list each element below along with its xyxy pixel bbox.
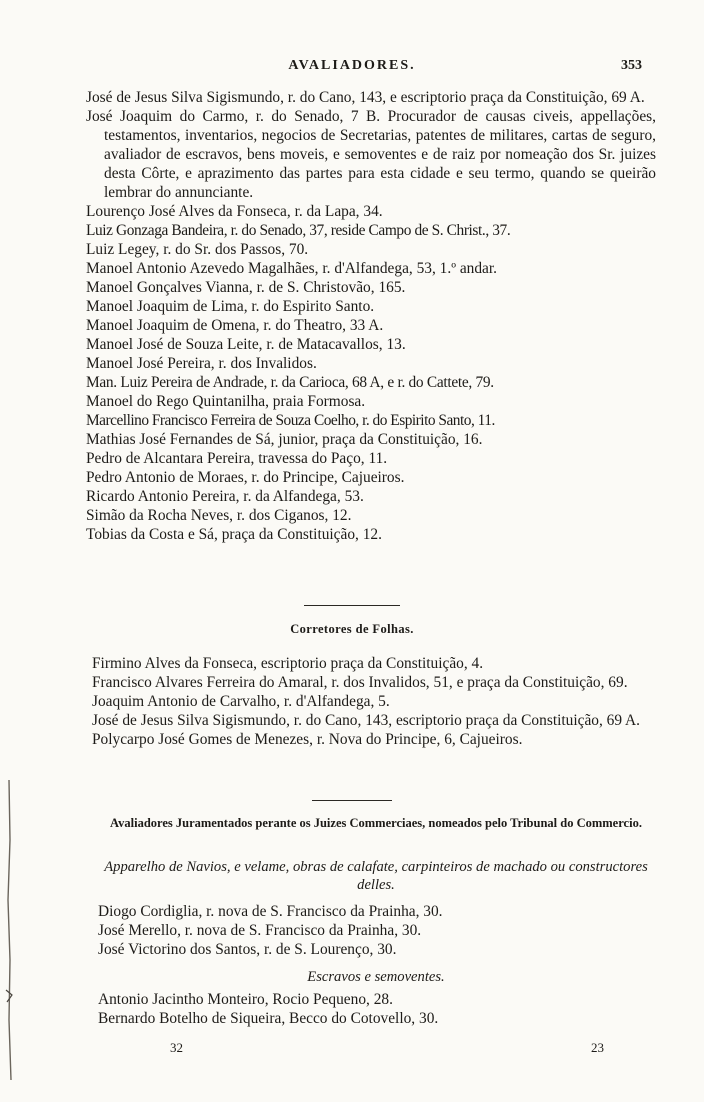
list-item: Lourenço José Alves da Fonseca, r. da Lapa, 34. [86, 203, 383, 220]
list-item: José Joaquim do Carmo, r. do Senado, 7 B. Procurador de causas civeis, appellações, testamentos, inventarios, negocios de Secretarias, patentes de militares, cartas de seguro, avaliador de escravos, bens moveis, e semoventes e de raiz por nomeação dos Sr. juizes desta Côrte, e aprazimento das partes para esta cidade e seu termo, quando se queirão lembrar do annunciante. [86, 108, 656, 201]
list-item: Manoel Joaquim de Omena, r. do Theatro, 33 A. [86, 317, 384, 334]
corretores-list [92, 654, 654, 749]
page-reference: 23 [591, 1040, 604, 1055]
list-item: Bernardo Botelho de Siqueira, Becco do Cotovello, 30. [98, 1010, 439, 1027]
section-heading-corretores: Corretores de Folhas. [290, 622, 414, 636]
section-divider [312, 800, 392, 801]
list-item: Pedro Antonio de Moraes, r. do Principe, Cajueiros. [86, 469, 405, 486]
list-item: Mathias José Fernandes de Sá, junior, praça da Constituição, 16. [86, 431, 483, 448]
list-item: Manoel José de Souza Leite, r. de Matacavallos, 13. [86, 336, 406, 353]
list-item: Manoel Gonçalves Vianna, r. de S. Christovão, 165. [86, 279, 406, 296]
binding-margin-mark [4, 780, 14, 1080]
page-header [0, 58, 704, 80]
list-item: Manoel Joaquim de Lima, r. do Espirito Santo. [86, 298, 375, 315]
list-item: Antonio Jacintho Monteiro, Rocio Pequeno, 28. [98, 991, 393, 1008]
list-item: Diogo Cordiglia, r. nova de S. Francisco da Prainha, 30. [98, 903, 443, 920]
section-heading-juramentados: Avaliadores Juramentados perante os Juizes Commerciaes, nomeados pelo Tribunal do Commercio. [110, 816, 642, 830]
list-item: Manoel Antonio Azevedo Magalhães, r. d'Alfandega, 53, 1.º andar. [86, 260, 498, 277]
list-item: Luiz Legey, r. do Sr. dos Passos, 70. [86, 241, 309, 258]
list-item: Simão da Rocha Neves, r. dos Ciganos, 12. [86, 507, 352, 524]
list-item: José de Jesus Silva Sigismundo, r. do Cano, 143, escriptorio praça da Constituição, 69 A. [92, 712, 641, 729]
list-item: Man. Luiz Pereira de Andrade, r. da Carioca, 68 A, e r. do Cattete, 79. [86, 374, 494, 391]
running-title: AVALIADORES. [288, 58, 416, 73]
subsection-heading-navios: Apparelho de Navios, e velame, obras de calafate, carpinteiros de machado ou constructores delles. [104, 859, 648, 893]
page-footer [0, 1040, 704, 1060]
list-item: Joaquim Antonio de Carvalho, r. d'Alfandega, 5. [92, 693, 390, 710]
navios-list [98, 902, 654, 959]
list-item: Ricardo Antonio Pereira, r. da Alfandega, 53. [86, 488, 364, 505]
subsection-heading-escravos: Escravos e semoventes. [307, 969, 445, 985]
list-item: Francisco Alvares Ferreira do Amaral, r. dos Invalidos, 51, e praça da Constituição, 69. [92, 674, 628, 691]
list-item: Luiz Gonzaga Bandeira, r. do Senado, 37, reside Campo de S. Christ., 37. [86, 222, 511, 239]
list-item: Manoel José Pereira, r. dos Invalidos. [86, 355, 317, 372]
list-item: Firmino Alves da Fonseca, escriptorio praça da Constituição, 4. [92, 655, 484, 672]
list-item: José de Jesus Silva Sigismundo, r. do Cano, 143, e escriptorio praça da Constituição, 69 A. [86, 89, 645, 106]
list-item: Marcellino Francisco Ferreira de Souza Coelho, r. do Espirito Santo, 11. [86, 412, 495, 429]
escravos-list [98, 990, 654, 1028]
section-divider [304, 605, 400, 606]
list-item: José Merello, r. nova de S. Francisco da Prainha, 30. [98, 922, 422, 939]
printer-signature: 32 [170, 1040, 183, 1055]
page-number: 353 [621, 58, 642, 73]
list-item: Tobias da Costa e Sá, praça da Constituição, 12. [86, 526, 382, 543]
list-item: José Victorino dos Santos, r. de S. Lourenço, 30. [98, 941, 397, 958]
list-item: Polycarpo José Gomes de Menezes, r. Nova do Principe, 6, Cajueiros. [92, 731, 523, 748]
avaliadores-list [86, 88, 656, 544]
list-item: Manoel do Rego Quintanilha, praia Formosa. [86, 393, 366, 410]
list-item: Pedro de Alcantara Pereira, travessa do Paço, 11. [86, 450, 388, 467]
